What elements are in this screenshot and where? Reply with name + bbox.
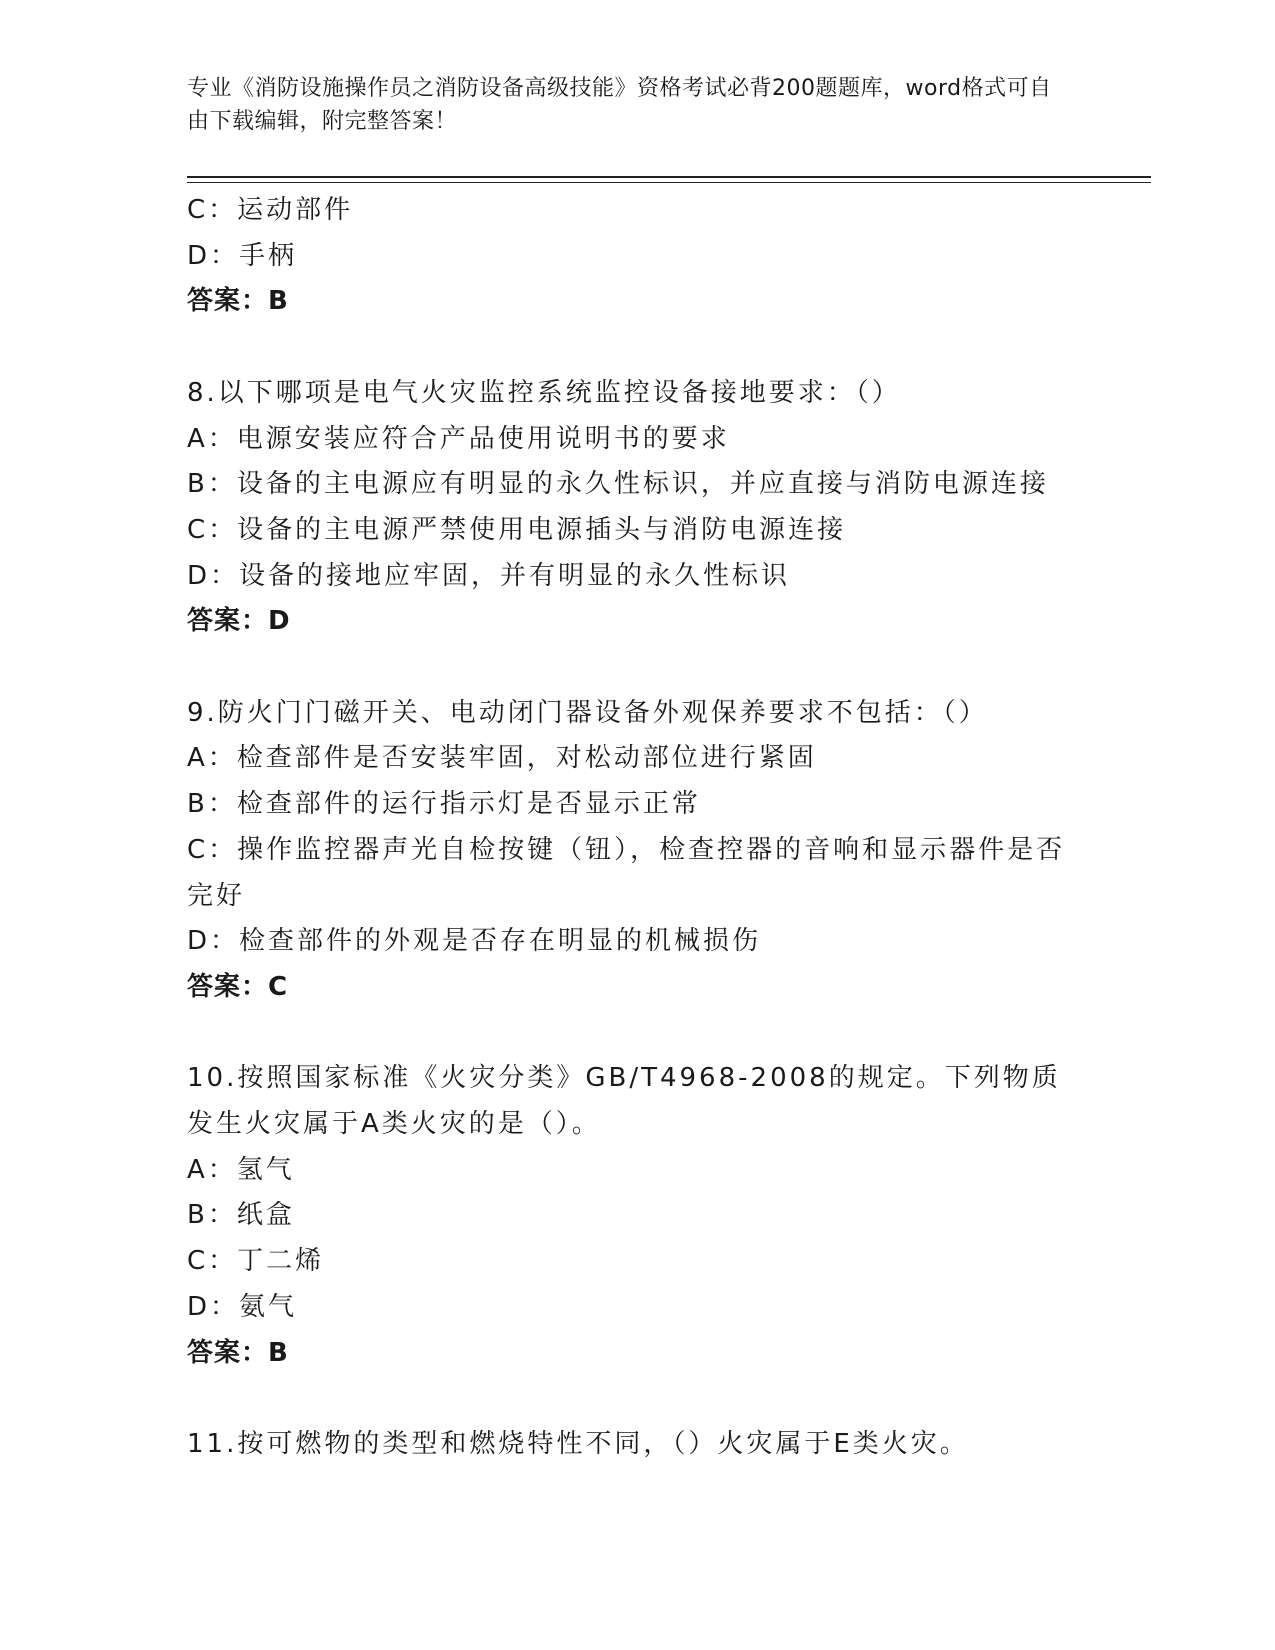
- option-b: B：检查部件的运行指示灯是否显示正常: [187, 789, 701, 820]
- question-text: 8.以下哪项是电气火灾监控系统监控设备接地要求：（）: [187, 377, 901, 408]
- option-a: A：检查部件是否安装牢固，对松动部位进行紧固: [187, 743, 817, 774]
- option-c: C：操作监控器声光自检按键（钮），检查控器的音响和显示器件是否完好: [187, 834, 1066, 911]
- question-text: 11.按可燃物的类型和燃烧特性不同，（）火灾属于E类火灾。: [187, 1428, 969, 1459]
- spacer: [187, 1376, 1067, 1422]
- option-b: B：纸盒: [187, 1200, 295, 1231]
- spacer: [187, 1011, 1067, 1057]
- question-11: [187, 1422, 1067, 1468]
- answer-line: 答案：C: [187, 971, 289, 1002]
- question-7-tail: [187, 188, 1067, 325]
- answer-line: 答案：B: [187, 286, 289, 317]
- option-c: C：丁二烯: [187, 1246, 325, 1277]
- question-text: 9.防火门门磁开关、电动闭门器设备外观保养要求不包括：（）: [187, 697, 988, 728]
- question-10: [187, 1056, 1067, 1376]
- question-list: [187, 188, 1067, 1468]
- option-c: C：设备的主电源严禁使用电源插头与消防电源连接: [187, 514, 847, 545]
- spacer: [187, 645, 1067, 691]
- option-c: C：运动部件: [187, 195, 354, 225]
- option-d: D：手柄: [187, 240, 298, 271]
- answer-line: 答案：B: [187, 1337, 289, 1368]
- option-d: D：设备的接地应牢固，并有明显的永久性标识: [187, 560, 791, 591]
- option-b: B：设备的主电源应有明显的永久性标识，并应直接与消防电源连接: [187, 469, 1049, 500]
- header-divider-thick: [187, 176, 1151, 178]
- option-a: A：电源安装应符合产品使用说明书的要求: [187, 423, 730, 454]
- question-8: [187, 371, 1067, 645]
- option-d: D：检查部件的外观是否存在明显的机械损伤: [187, 926, 762, 957]
- answer-line: 答案：D: [187, 606, 291, 637]
- document-header: 专业《消防设施操作员之消防设备高级技能》资格考试必背200题题库，word格式可自由下载编辑，附完整答案！: [187, 76, 1052, 134]
- spacer: [187, 325, 1067, 371]
- option-d: D：氨气: [187, 1291, 298, 1322]
- question-9: [187, 691, 1067, 1011]
- header-divider-thin: [187, 182, 1151, 183]
- option-a: A：氢气: [187, 1154, 295, 1185]
- question-text: 10.按照国家标准《火灾分类》GB/T4968-2008的规定。下列物质发生火灾属于A类火灾的是（）。: [187, 1063, 1061, 1140]
